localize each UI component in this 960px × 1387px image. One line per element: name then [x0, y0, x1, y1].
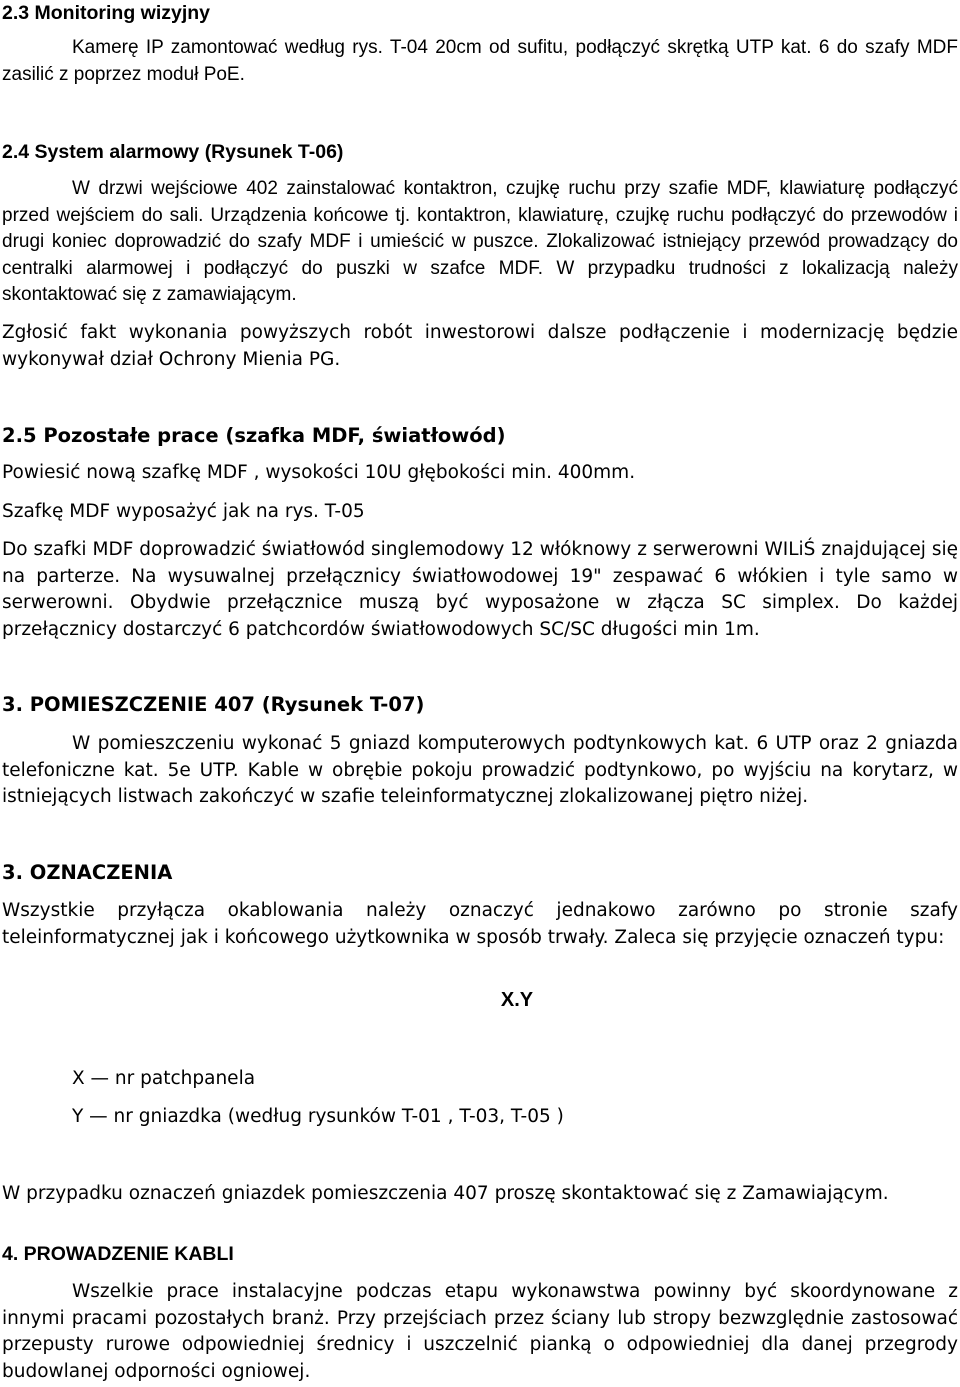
section-3-paragraph: W pomieszczeniu wykonać 5 gniazd komputerowych podtynkowych kat. 6 UTP oraz 2 gniazda telefoniczne kat. 5e UTP. Kable w obrębie pokoju prowadzić podtynkowo, po wyjściu na korytarz, w istniejących listwach zakończyć w szafie teleinformatycznej zlokalizowanej piętro niżej.	[2, 733, 958, 807]
section-3-oznaczenia-paragraph: Wszystkie przyłącza okablowania należy oznaczyć jednakowo zarówno po stronie szafy teleinformatycznej jak i końcowego użytkownika w sposób trwały. Zaleca się przyjęcie oznaczeń typu:	[2, 900, 958, 948]
section-3-heading: 3. POMIESZCZENIE 407 (Rysunek T-07)	[2, 693, 425, 716]
section-2-4-paragraph-2: Zgłosić fakt wykonania powyższych robót inwestorowi dalsze podłączenie i modernizację będzie wykonywał dział Ochrony Mienia PG.	[2, 322, 958, 370]
y-definition: Y — nr gniazdka (według rysunków T-01 , T-03, T-05 )	[72, 1106, 564, 1127]
section-2-4-paragraph-1: W drzwi wejściowe 402 zainstalować kontaktron, czujkę ruchu przy szafie MDF, klawiaturę podłączyć przed wejściem do sali. Urządzenia końcowe tj. kontaktron, klawiaturę, czujkę ruchu podłączyć do przewodów i drugi koniec doprowadzić do szafy MDF i umieścić w puszce. Zlokalizować istniejący przewód prowadzący do centralki alarmowej i podłączyć do puszki w szafce MDF. W przypadku trudności z lokalizacją należy skontaktować się z zamawiającym.	[2, 178, 958, 305]
section-4-heading: 4. PROWADZENIE KABLI	[2, 1243, 234, 1265]
section-2-4-heading: 2.4 System alarmowy (Rysunek T-06)	[2, 141, 344, 163]
x-definition: X — nr patchpanela	[72, 1068, 256, 1089]
label-format-code: X.Y	[500, 989, 534, 1011]
section-2-5-paragraph-1: Powiesić nową szafkę MDF , wysokości 10U głębokości min. 400mm.	[2, 462, 636, 483]
section-3-oznaczenia-heading: 3. OZNACZENIA	[2, 861, 173, 884]
section-2-3-heading: 2.3 Monitoring wizyjny	[2, 2, 211, 24]
section-2-5-paragraph-2: Szafkę MDF wyposażyć jak na rys. T-05	[2, 501, 365, 522]
section-2-5-paragraph-3: Do szafki MDF doprowadzić światłowód singlemodowy 12 włóknowy z serwerowni WILiŚ znajdującej się na parterze. Na wysuwalnej przełącznicy światłowodowej 19" zespawać 6 włókien i tyle samo w serwerowni. Obydwie przełącznice muszą być wyposażone w złącza SC simplex. Do każdej przełącznicy dostarczyć 6 patchcordów światłowodowych SC/SC długości min 1m.	[2, 539, 958, 640]
section-3-oznaczenia-note: W przypadku oznaczeń gniazdek pomieszczenia 407 proszę skontaktować się z Zamawiającym.	[2, 1183, 889, 1204]
section-4-paragraph: Wszelkie prace instalacyjne podczas etapu wykonawstwa powinny być skoordynowane z innymi pracami pozostałych branż. Przy przejściach przez ściany lub stropy bezwzględnie zastosować przepusty rurowe odpowiedniej średnicy i uszczelnić pianką o odpowiedniej dla danej przegrody budowlanej odporności ogniowej.	[2, 1281, 958, 1382]
section-2-5-heading: 2.5 Pozostałe prace (szafka MDF, światłowód)	[2, 424, 506, 447]
section-2-3-paragraph: Kamerę IP zamontować według rys. T-04 20cm od sufitu, podłączyć skrętką UTP kat. 6 do szafy MDF zasilić z poprzez moduł PoE.	[2, 37, 958, 85]
